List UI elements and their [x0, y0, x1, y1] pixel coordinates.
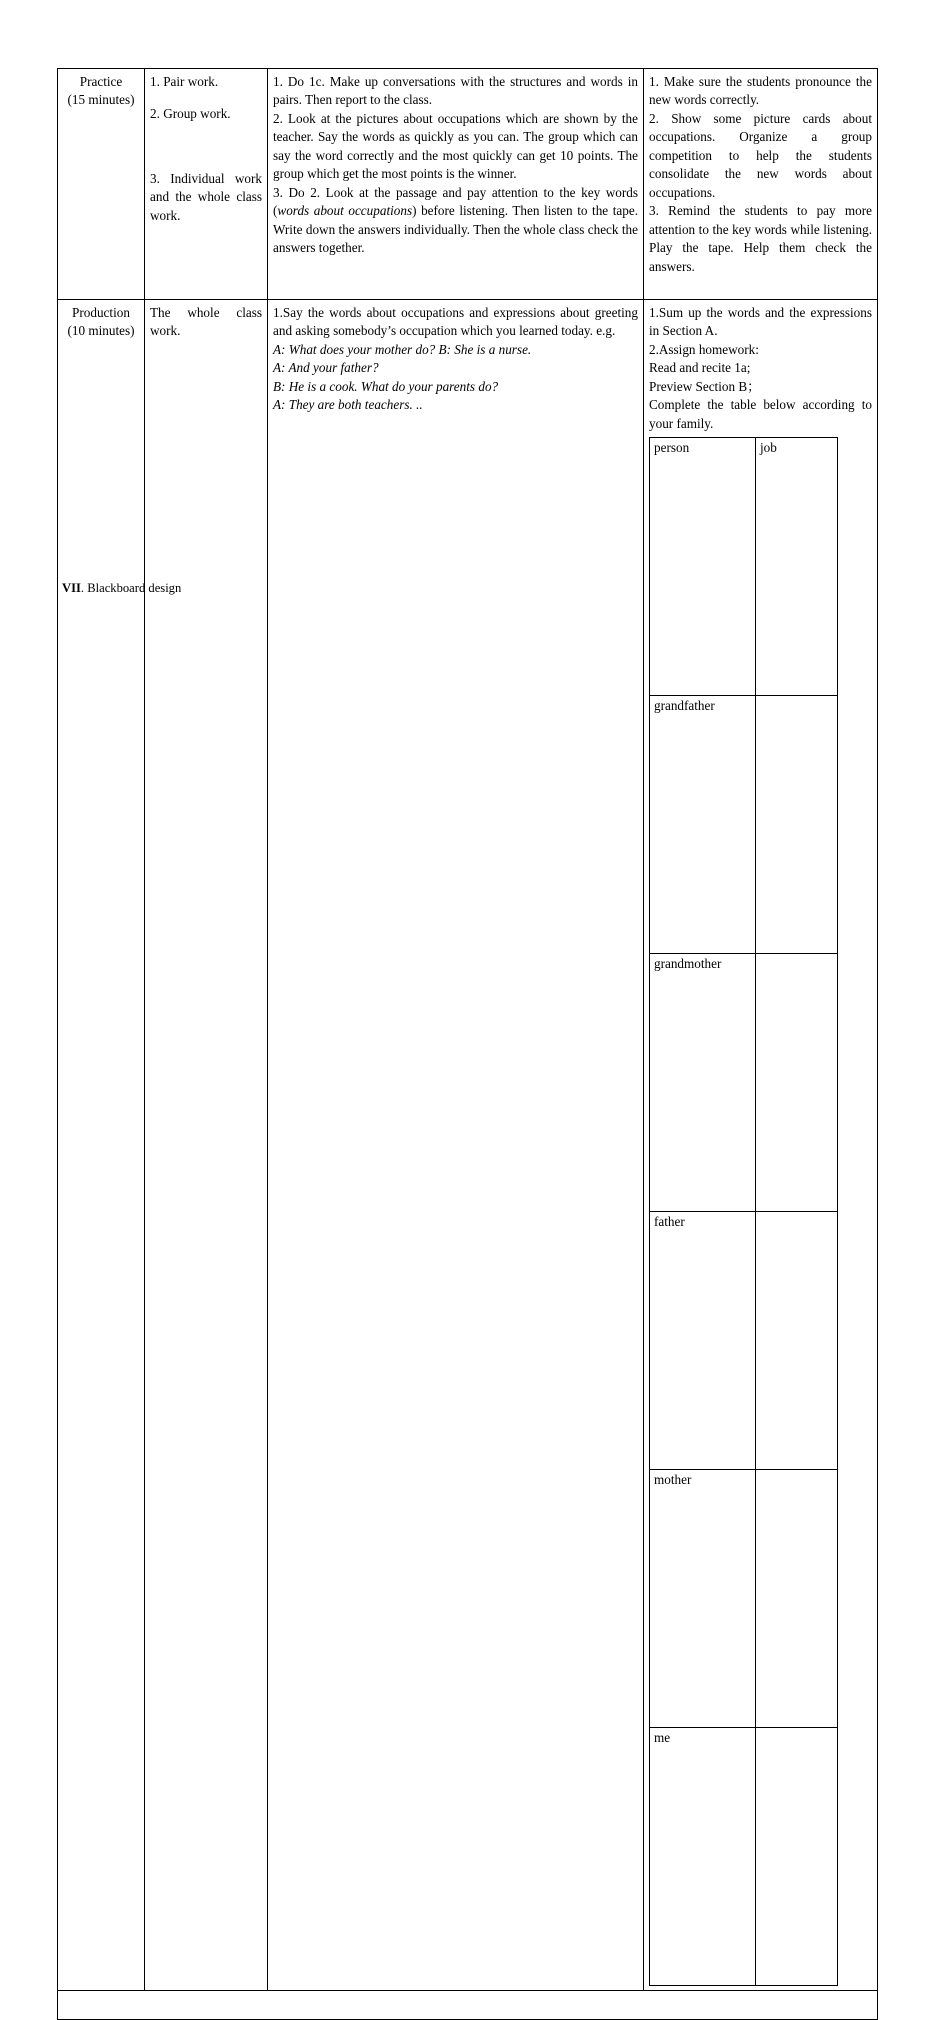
blackboard-design-label: . Blackboard design — [80, 581, 182, 595]
production-procedure-item-1: 1.Say the words about occupations and expressions about greeting and asking somebody’s occupation which you learned today. e.g. — [273, 305, 638, 339]
production-interaction-cell — [145, 300, 268, 1991]
family-table-cell-job[interactable] — [756, 1728, 838, 1986]
practice-purpose-item-3: 3. Remind the students to pay more attention to the key words while listening. Play the tape. Help them check the answers. — [649, 203, 872, 274]
production-stage-cell — [58, 300, 145, 1991]
practice-procedure-item-1: 1. Do 1c. Make up conversations with the structures and words in pairs. Then report to the class. — [273, 74, 638, 108]
production-interaction-item-1: The whole class work. — [150, 305, 262, 339]
practice-purpose-item-2: 2. Show some picture cards about occupations. Organize a group competition to help the students consolidate the new words about occupations. — [649, 110, 872, 200]
production-stage-duration: (10 minutes) — [67, 323, 135, 339]
family-table-header-job: job — [756, 438, 838, 696]
family-table-cell-person: me — [650, 1728, 756, 1986]
family-occupation-table — [649, 437, 838, 1986]
empty-row-cell — [58, 1991, 878, 2020]
production-purpose-item-1: 1.Sum up the words and the expressions in Section A. — [649, 305, 872, 339]
practice-stage-name: Practice — [79, 74, 123, 89]
blackboard-design-numeral: VII — [62, 581, 81, 595]
production-procedure-cell — [268, 300, 644, 1991]
practice-procedure-cell — [268, 69, 644, 300]
production-purpose-item-3: Read and recite 1a; — [649, 360, 751, 376]
family-table-cell-job[interactable] — [756, 954, 838, 1212]
family-table-cell-person: grandfather — [650, 696, 756, 954]
production-dialogue-line-1: A: What does your mother do? B: She is a nurse. — [273, 341, 532, 357]
production-purpose-item-4: Preview Section B； — [649, 378, 761, 394]
family-table-cell-job[interactable] — [756, 1470, 838, 1728]
practice-stage-cell — [58, 69, 145, 300]
production-purpose-cell — [644, 300, 878, 1991]
production-purpose-item-5: Complete the table below according to your family. — [649, 397, 872, 431]
family-table-row — [650, 1212, 838, 1470]
family-table-cell-person: mother — [650, 1470, 756, 1728]
practice-purpose-cell — [644, 69, 878, 300]
production-stage-name: Production — [72, 305, 130, 320]
family-table-cell-job[interactable] — [756, 1212, 838, 1470]
family-table-row — [650, 1470, 838, 1728]
table-row-practice — [58, 69, 878, 300]
blackboard-design-heading — [62, 581, 181, 596]
family-table-cell-job[interactable] — [756, 696, 838, 954]
production-dialogue-line-3: B: He is a cook. What do your parents do? — [273, 378, 499, 394]
table-row-production — [58, 300, 878, 1991]
table-row-empty — [58, 1991, 878, 2020]
practice-procedure-item-3 — [273, 184, 638, 258]
family-table-row — [650, 696, 838, 954]
production-purpose-item-2: 2.Assign homework: — [649, 341, 759, 357]
practice-interaction-cell — [145, 69, 268, 300]
practice-procedure-item-2: 2. Look at the pictures about occupations which are shown by the teacher. Say the words as quickly as you can. The group which can say the word correctly and the most quickly can get 10 points. The group which get the most points is the winner. — [273, 110, 638, 182]
production-dialogue-line-4: A: They are both teachers. .. — [273, 397, 423, 413]
lesson-plan-table — [57, 68, 878, 2020]
family-table-header-row — [650, 438, 838, 696]
family-table-cell-person: father — [650, 1212, 756, 1470]
practice-procedure-item-3-part-a: 3. Do 2. Look at the passage and pay attention to the key words ( — [273, 184, 638, 219]
practice-interaction-item-2: 2. Group work. — [150, 106, 231, 122]
family-table-header-person: person — [650, 438, 756, 696]
practice-purpose-item-1: 1. Make sure the students pronounce the new words correctly. — [649, 74, 872, 108]
family-table-row — [650, 954, 838, 1212]
family-table-row — [650, 1728, 838, 1986]
practice-procedure-item-3-emphasis: words about occupations — [277, 203, 413, 219]
practice-interaction-item-3: 3. Individual work and the whole class work. — [150, 170, 262, 223]
family-table-cell-person: grandmother — [650, 954, 756, 1212]
production-dialogue-line-2: A: And your father? — [273, 360, 379, 376]
practice-stage-duration: (15 minutes) — [67, 92, 135, 108]
practice-interaction-item-1: 1. Pair work. — [150, 74, 219, 89]
practice-procedure-item-3-part-b: ) before listening. Then listen to the tape. Write down the answers individually. Then the whole class check the answers together. — [273, 203, 638, 256]
